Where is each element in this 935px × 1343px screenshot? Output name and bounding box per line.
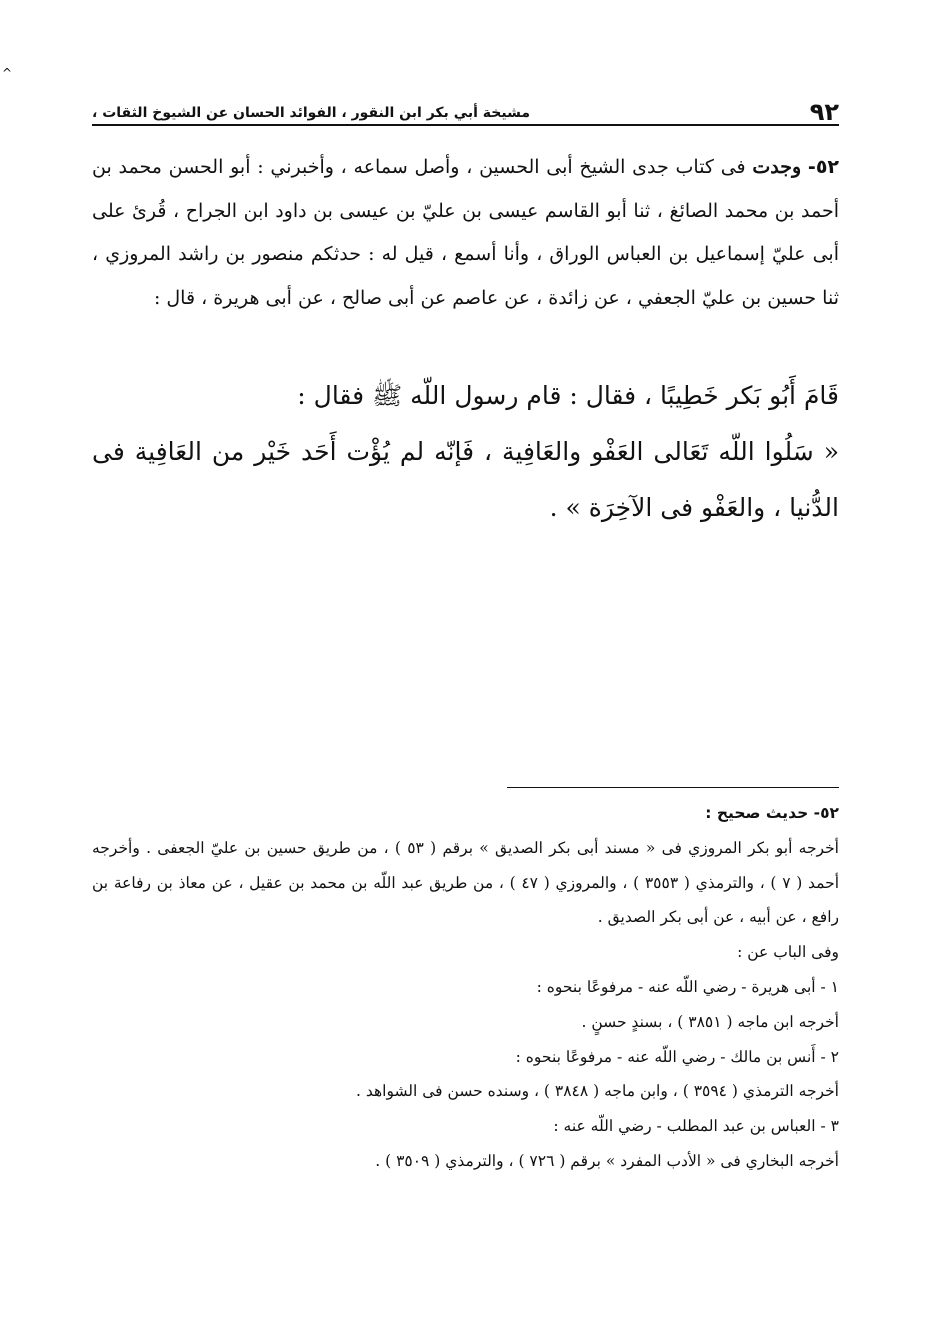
footnote-line: أخرجه أبو بكر المروزي فى « مسند أبى بكر الصديق » برقم ( ٥٣ ) ، من طريق حسين بن عليّ الجعفى . وأخرجه أحمد ( ٧ ) ، والترمذي ( ٣٥٥٣ ) ، والمروزي ( ٤٧ ) ، من طريق عبد اللّه بن محمد بن عقيل ، عن معاذ بن رفاعة بن رافع ، عن أبيه ، عن أبى بكر الصديق . [92,838,840,927]
footnote-line: أخرجه ابن ماجه ( ٣٨٥١ ) ، بسندٍ حسنٍ . [581,1012,839,1031]
footnote-line: ١ - أبى هريرة - رضي اللّه عنه - مرفوعًا بنحوه : [536,977,839,996]
footnote-line: ٢ - أَنس بن مالك - رضي اللّه عنه - مرفوعًا بنحوه : [515,1047,839,1066]
page-header [92,88,839,124]
header-rule [92,124,839,126]
footnote-line: أخرجه البخاري فى « الأدب المفرد » برقم ( ٧٢٦ ) ، والترمذي ( ٣٥٠٩ ) . [375,1151,839,1170]
matn-line: قَامَ أَبُو بَكر خَطِيبًا ، فقال : قام رسول اللّه ﷺ فقال : [297,381,839,410]
footnote-heading: ٥٢- حديث صحيح : [705,804,839,822]
hadith-number: ٥٢- [807,156,840,178]
footnotes [92,796,839,1179]
hadith-matn [92,368,839,536]
found-word: وجدت [752,156,802,178]
margin-mark: ^ [2,66,13,80]
footnote-rule [507,787,839,788]
page-number: ٩٢ [809,98,839,126]
matn-line: « سَلُوا اللّه تَعَالى العَفْو والعَافِية ، فَإنّه لم يُؤْت أَحَد خَيْر من العَافِية فى الدُّنيا ، والعَفْو فى الآخِرَة » . [92,437,839,522]
footnote-line: ٣ - العباس بن عبد المطلب - رضي اللّه عنه : [553,1117,839,1136]
footnote-line: وفى الباب عن : [737,943,839,962]
footnote-line: أخرجه الترمذي ( ٣٥٩٤ ) ، وابن ماجه ( ٣٨٤٨ ) ، وسنده حسن فى الشواهد . [356,1082,839,1101]
hadith-isnad [92,146,839,320]
isnad-text: فى كتاب جدى الشيخ أبى الحسين ، وأصل سماعه ، وأخبرني : أبو الحسن محمد بن أحمد بن محمد الصائغ ، ثنا أبو القاسم عيسى بن عليّ بن عيسى بن داود ابن الجراح ، قُرئ على أبى عليّ إسماعيل بن العباس الوراق ، وأنا أسمع ، قيل له : حدثكم منصور بن راشد المروزي ، ثنا حسين بن عليّ الجعفي ، عن زائدة ، عن عاصم عن أبى صالح ، عن أبى هريرة ، قال : [92,156,839,309]
running-title: مشيخة أبي بكر ابن النقور ، الفوائد الحسان عن الشيوخ الثقات ، [92,105,530,121]
